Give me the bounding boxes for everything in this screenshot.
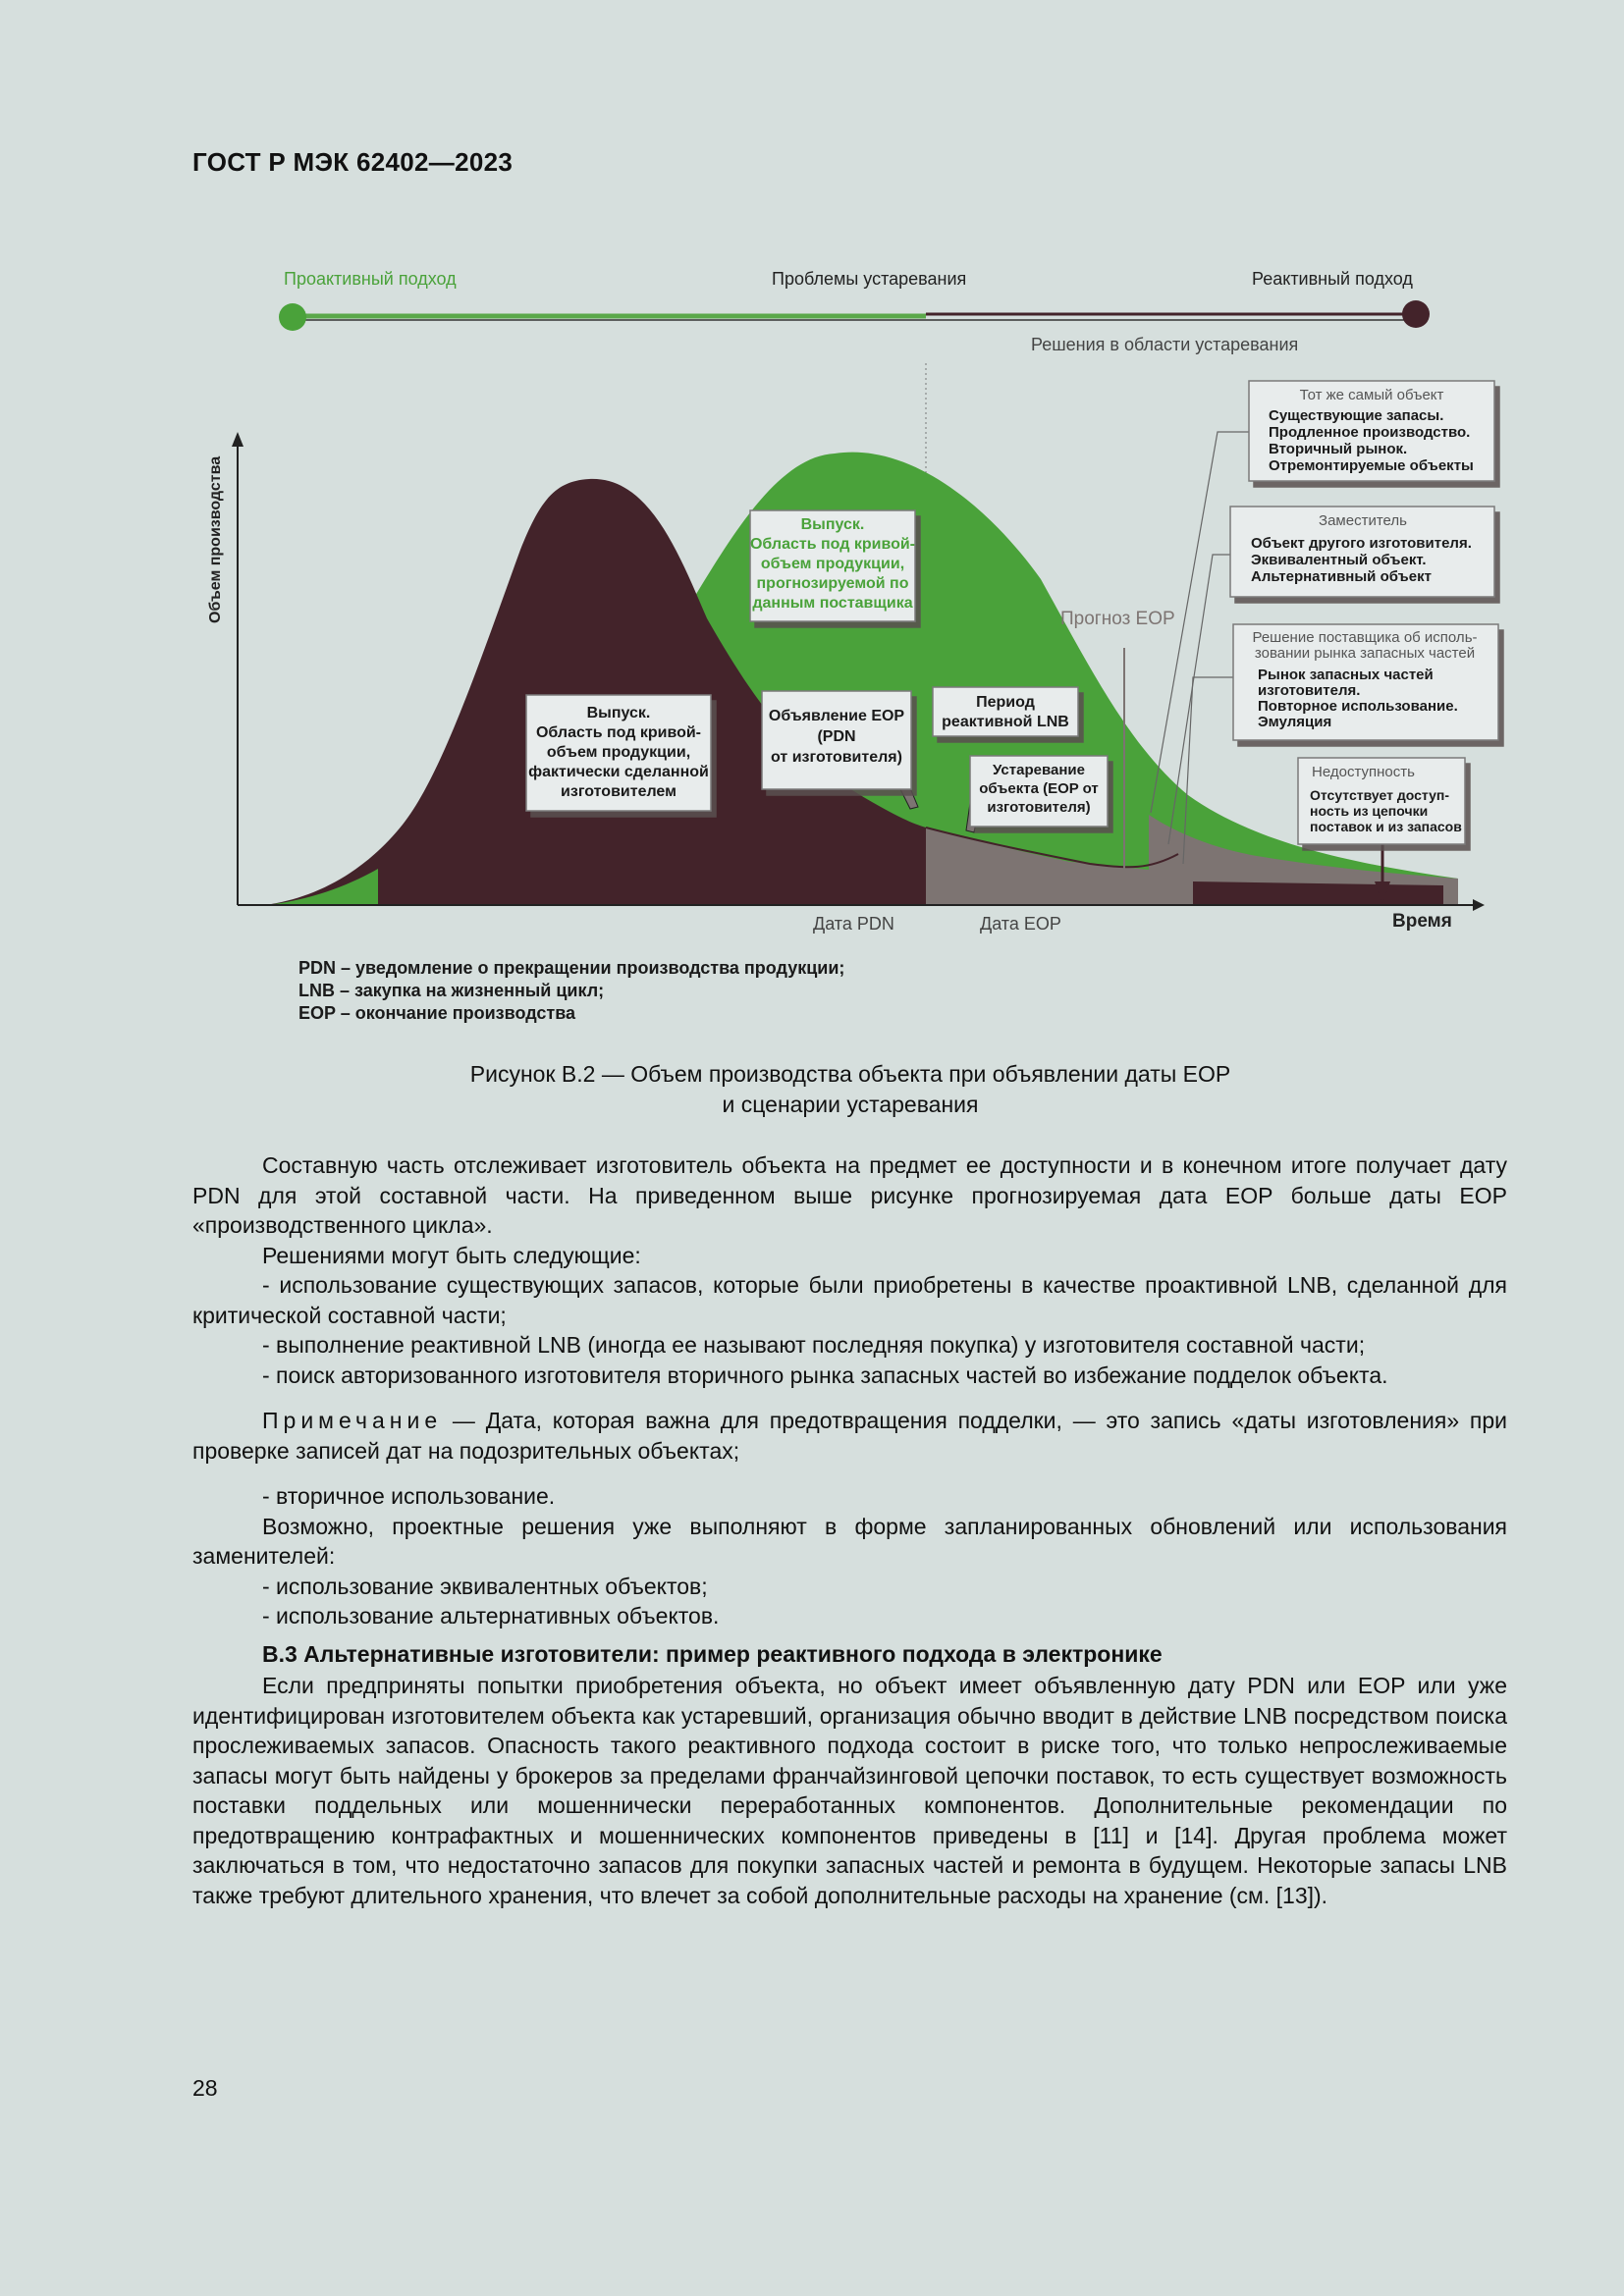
- page-number: 28: [192, 2075, 218, 2101]
- box-title: Решение поставщика об исполь-: [1252, 629, 1478, 646]
- section-heading: В.3 Альтернативные изготовители: пример реактивного подхода в электронике: [262, 1640, 1163, 1667]
- box-line: фактически сделанной: [528, 764, 709, 780]
- document-header: ГОСТ Р МЭК 62402—2023: [192, 147, 514, 177]
- obsolescence-figure: [0, 0, 1624, 1041]
- box-line: Период: [976, 694, 1035, 711]
- box-title: Тот же самый объект: [1299, 387, 1444, 403]
- figure-legend: [298, 958, 844, 1023]
- box-line: Отремонтируемые объекты: [1269, 457, 1474, 474]
- box-supplier: [1233, 624, 1498, 740]
- box-line: Выпуск.: [800, 516, 865, 533]
- box-line: изготовителя): [987, 799, 1091, 816]
- paragraph: Если предприняты попытки приобретения объекта, но объект имеет объявленную дату PDN или EOP или уже идентифицирован изготовителем объекта как устаревший, организация обычно вводит в действие LNB посредством поиска прослеживаемых запасов. Опасность такого реактивного подхода состоит в риске того, что только непрослеживаемые запасы могут быть найдены у брокеров за пределами франчайзинговой цепочки поставок, то есть существует возможность поставки поддельных или мошеннически переработанных компонентов. Дополнительные рекомендации по предотвращению контрафактных и мошеннических компонентов приведены в [11] и [14]. Другая проблема может заключаться в том, что недостаточно запасов для покупки запасных частей и ремонта в будущем. Некоторые запасы LNB также требуют длительного хранения, что влечет за собой дополнительные расходы на хранение (см. [13]).: [192, 1673, 1507, 1908]
- label-solutions: Решения в области устаревания: [1031, 335, 1299, 354]
- x-label-pdn: Дата PDN: [813, 914, 894, 934]
- caption-line: и сценарии устаревания: [722, 1092, 979, 1117]
- y-axis-arrow: [232, 432, 244, 447]
- box-line: Альтернативный объект: [1251, 568, 1432, 585]
- label-problems: Проблемы устаревания: [772, 269, 967, 289]
- box-line: Устаревание: [993, 762, 1085, 778]
- box-line: изготовителем: [561, 783, 677, 800]
- box-line: реактивной LNB: [942, 714, 1069, 730]
- reactive-dot: [1402, 300, 1430, 328]
- legend-line: PDN – уведомление о прекращении производства продукции;: [298, 958, 845, 978]
- box-line: изготовителя.: [1258, 682, 1361, 699]
- box-lnb-period: [933, 687, 1078, 736]
- paragraph: Возможно, проектные решения уже выполняют в форме запланированных обновлений или использования заменителей:: [192, 1513, 1507, 1569]
- y-axis-label: Объем производства: [207, 455, 224, 623]
- label-reactive: Реактивный подход: [1252, 269, 1413, 289]
- box-line: Выпуск.: [586, 705, 651, 721]
- box-line: Повторное использование.: [1258, 698, 1458, 715]
- note-label: Примечание: [262, 1408, 443, 1433]
- box-line: ность из цепочки: [1310, 803, 1429, 819]
- body-text: [192, 1150, 1507, 1910]
- box-line: Вторичный рынок.: [1269, 441, 1408, 457]
- box-unavailable: [1298, 758, 1465, 844]
- legend-line: EOP – окончание производства: [298, 1003, 576, 1023]
- box-line: Область под кривой-: [749, 536, 916, 553]
- box-line: Эквивалентный объект.: [1251, 552, 1427, 568]
- box-line: объем продукции,: [546, 744, 691, 761]
- x-label-eop: Дата EOP: [980, 914, 1061, 934]
- note-text: — Дата, которая важна для предотвращения подделки, — это запись «даты изготовления» при проверке записей дат на подозрительных объектах;: [192, 1408, 1507, 1464]
- box-release-actual: [526, 695, 711, 811]
- box-line: Объект другого изготовителя.: [1251, 535, 1472, 552]
- paragraph: Решениями могут быть следующие:: [262, 1242, 641, 1268]
- list-item: - выполнение реактивной LNB (иногда ее называют последняя покупка) у изготовителя составной части;: [262, 1332, 1366, 1358]
- proactive-dot: [279, 303, 306, 331]
- legend-line: LNB – закупка на жизненный цикл;: [298, 981, 605, 1000]
- box-same-object: [1249, 381, 1494, 481]
- box-line: Эмуляция: [1258, 714, 1332, 730]
- box-eop-announce: [762, 691, 911, 789]
- box-title: Заместитель: [1319, 512, 1407, 529]
- forecast-eop-label: Прогноз EOP: [1060, 609, 1175, 629]
- label-proactive: Проактивный подход: [284, 269, 457, 289]
- box-line: прогнозируемой по: [756, 575, 909, 592]
- paragraph: Составную часть отслеживает изготовитель объекта на предмет ее доступности и в конечном итоге получает дату PDN для этой составной части. На приведенном выше рисунке прогнозируемая дата EOP больше даты EOP «производственного цикла».: [192, 1152, 1507, 1238]
- box-line: (PDN: [817, 728, 856, 745]
- x-axis-arrow: [1473, 899, 1485, 911]
- list-item: - использование существующих запасов, которые были приобретены в качестве проактивной LNB, сделанной для критической составной части;: [192, 1272, 1507, 1328]
- box-line: Существующие запасы.: [1269, 407, 1444, 424]
- box-line: Продленное производство.: [1269, 424, 1471, 441]
- figure-caption: [192, 1059, 1508, 1120]
- box-line: Объявление EOP: [768, 708, 905, 724]
- box-line: Область под кривой-: [535, 724, 702, 741]
- box-title: зовании рынка запасных частей: [1254, 645, 1476, 662]
- box-line: объем продукции,: [760, 556, 905, 572]
- box-substitute: [1230, 507, 1494, 597]
- box-line: поставок и из запасов: [1310, 819, 1462, 834]
- list-item: - поиск авторизованного изготовителя вторичного рынка запасных частей во избежание подделок объекта.: [262, 1362, 1388, 1388]
- list-item: - вторичное использование.: [262, 1483, 556, 1509]
- box-line: Отсутствует доступ-: [1310, 787, 1449, 803]
- dark-band-end: [1193, 881, 1443, 905]
- box-line: данным поставщика: [752, 595, 913, 612]
- box-line: Рынок запасных частей: [1258, 667, 1434, 683]
- list-item: - использование альтернативных объектов.: [262, 1603, 720, 1629]
- box-obsolete: [970, 756, 1108, 827]
- caption-line: Рисунок В.2 — Объем производства объекта при объявлении даты EOP: [469, 1061, 1231, 1087]
- x-label-time: Время: [1392, 911, 1452, 932]
- box-line: объекта (EOP от: [979, 780, 1099, 797]
- list-item: - использование эквивалентных объектов;: [262, 1573, 708, 1599]
- box-line: от изготовителя): [771, 749, 902, 766]
- note: [192, 1406, 1507, 1466]
- box-title: Недоступность: [1312, 764, 1415, 780]
- box-release-forecast: [750, 510, 915, 621]
